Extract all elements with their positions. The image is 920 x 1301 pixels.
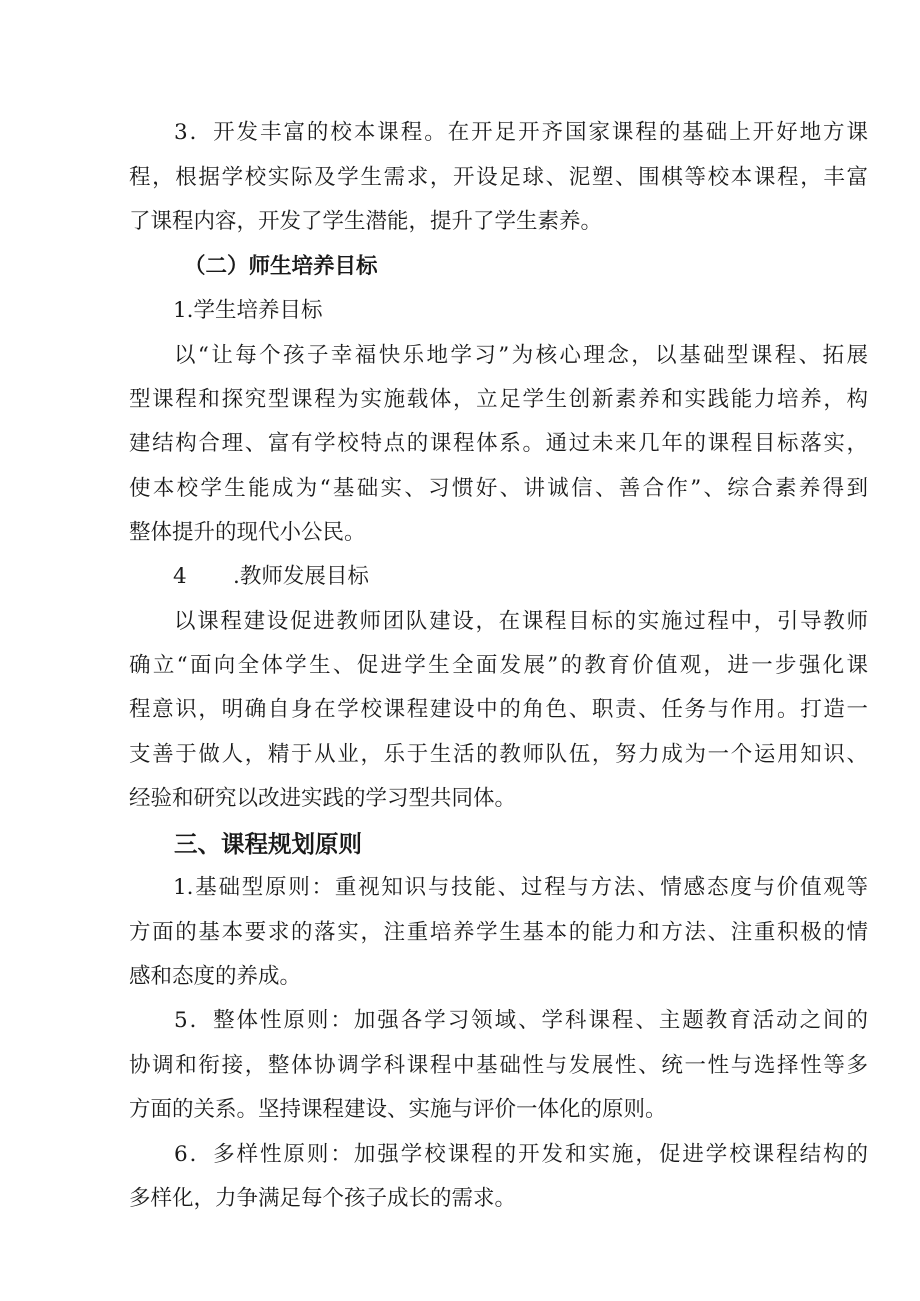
teacher-goal-number: 4 [173,564,187,589]
teacher-goal-heading: .教师发展目标 [233,564,369,589]
section-heading-curriculum-principles: 三、课程规划原则 [174,830,362,858]
student-goal-line-2: 型课程和探究型课程为实施载体，立足学生创新素养和实践能力培养，构 [129,387,868,412]
principle-diversity-line-1: 6．多样性原则：加强学校课程的开发和实施，促进学校课程结构的 [174,1142,868,1167]
section-heading-teacher-student-goals: （二）师生培养目标 [184,254,378,279]
item3-line-2: 程，根据学校实际及学生需求，开设足球、泥塑、围棋等校本课程，丰富 [129,165,868,190]
teacher-goal-heading-row [173,562,369,592]
principle-basic-line-3: 感和态度的养成。 [129,964,302,989]
teacher-goal-line-2: 确立“面向全体学生、促进学生全面发展”的教育价值观，进一步强化课 [129,653,868,678]
teacher-goal-line-1: 以课程建设促进教师团队建设，在课程目标的实施过程中，引导教师 [174,609,868,634]
item3-line-3: 了课程内容，开发了学生潜能，提升了学生素养。 [129,209,603,234]
item3-line-1: 3．开发丰富的校本课程。在开足开齐国家课程的基础上开好地方课 [174,120,868,145]
student-goal-heading: 1.学生培养目标 [173,298,323,323]
principle-holistic-line-3: 方面的关系。坚持课程建设、实施与评价一体化的原则。 [129,1097,667,1122]
principle-holistic-line-1: 5．整体性原则：加强各学习领域、学科课程、主题教育活动之间的 [174,1008,868,1033]
student-goal-line-3: 建结构合理、富有学校特点的课程体系。通过未来几年的课程目标落实， [129,431,868,456]
student-goal-line-4: 使本校学生能成为“基础实、习惯好、讲诚信、善合作”、综合素养得到 [129,476,868,501]
principle-holistic-line-2: 协调和衔接，整体协调学科课程中基础性与发展性、统一性与选择性等多 [129,1053,868,1078]
student-goal-line-1: 以“让每个孩子幸福快乐地学习”为核心理念，以基础型课程、拓展 [174,343,868,368]
teacher-goal-line-5: 经验和研究以改进实践的学习型共同体。 [129,786,517,811]
principle-diversity-line-2: 多样化，力争满足每个孩子成长的需求。 [129,1186,517,1211]
principle-basic-line-1: 1.基础型原则：重视知识与技能、过程与方法、情感态度与价值观等 [173,875,868,900]
teacher-goal-line-4: 支善于做人，精于从业，乐于生活的教师队伍，努力成为一个运用知识、 [129,742,868,767]
teacher-goal-line-3: 程意识，明确自身在学校课程建设中的角色、职责、任务与作用。打造一 [129,697,868,722]
principle-basic-line-2: 方面的基本要求的落实，注重培养学生基本的能力和方法、注重积极的情 [129,920,868,945]
student-goal-line-5: 整体提升的现代小公民。 [129,520,366,545]
